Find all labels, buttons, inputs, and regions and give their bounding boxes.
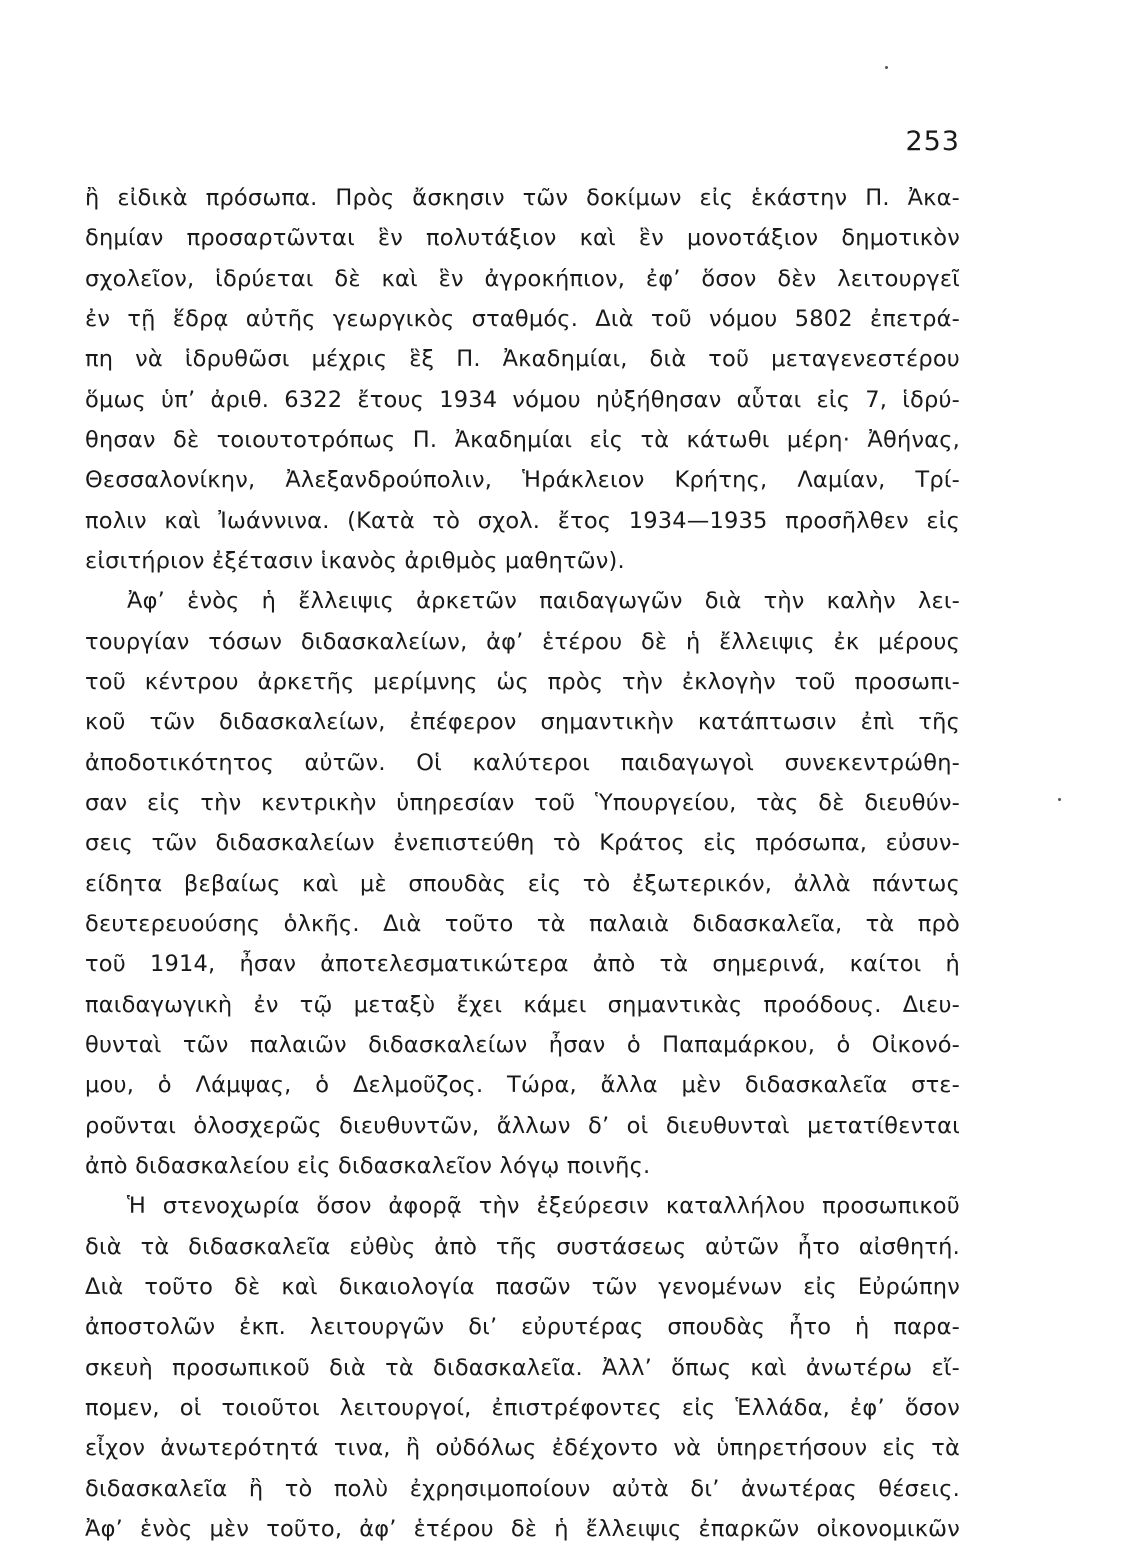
text-line: εἰσιτήριον ἐξέτασιν ἱκανὸς ἀριθμὸς μαθητῶν). [85, 547, 625, 574]
text-line: μου, ὁ Λάμψας, ὁ Δελμοῦζος. Τώρα, ἄλλα μὲν διδασκαλεῖα στε- [85, 1072, 960, 1099]
text-line: ὅμως ὑπ’ ἀριθ. 6322 ἔτους 1934 νόμου ηὐξήθησαν αὗται εἰς 7, ἱδρύ- [85, 386, 960, 413]
text-line: εἶχον ἀνωτερότητά τινα, ἢ οὐδόλως ἐδέχοντο νὰ ὑπηρετήσουν εἰς τὰ [85, 1435, 960, 1462]
scan-speck [885, 66, 888, 69]
text-line: είδητα βεβαίως καὶ μὲ σπουδὰς εἰς τὸ ἐξωτερικόν, ἀλλὰ πάντως [85, 870, 960, 897]
text-line: σεις τῶν διδασκαλείων ἐνεπιστεύθη τὸ Κράτος εἰς πρόσωπα, εὐσυν- [85, 830, 960, 857]
text-line: διδασκαλεῖα ἢ τὸ πολὺ ἐχρησιμοποίουν αὐτὰ δι’ ἀνωτέρας θέσεις. [85, 1475, 960, 1502]
text-line: σχολεῖον, ἱδρύεται δὲ καὶ ἓν ἀγροκήπιον, ἐφ’ ὅσον δὲν λειτουργεῖ [85, 265, 960, 292]
text-line: ἐν τῇ ἕδρᾳ αὐτῆς γεωργικὸς σταθμός. Διὰ τοῦ νόμου 5802 ἐπετρά- [85, 305, 960, 332]
text-line: πομεν, οἱ τοιοῦτοι λειτουργοί, ἐπιστρέφοντες εἰς Ἑλλάδα, ἐφ’ ὅσον [85, 1394, 960, 1421]
text-line: τοῦ 1914, ἦσαν ἀποτελεσματικώτερα ἀπὸ τὰ σημερινά, καίτοι ἡ [85, 951, 960, 978]
text-line: θησαν δὲ τοιουτοτρόπως Π. Ἀκαδημίαι εἰς τὰ κάτωθι μέρη· Ἀθήνας, [85, 426, 960, 453]
text-line: θυνταὶ τῶν παλαιῶν διδασκαλείων ἦσαν ὁ Παπαμάρκου, ὁ Οἰκονό- [85, 1031, 960, 1058]
text-line: τουργίαν τόσων διδασκαλείων, ἀφ’ ἑτέρου δὲ ἡ ἔλλειψις ἐκ μέρους [85, 628, 960, 655]
text-line: Ἀφ’ ἑνὸς ἡ ἔλλειψις ἀρκετῶν παιδαγωγῶν διὰ τὴν καλὴν λει- [127, 588, 960, 615]
text-line: τοῦ κέντρου ἀρκετῆς μερίμνης ὡς πρὸς τὴν ἐκλογὴν τοῦ προσωπι- [85, 668, 960, 695]
text-line: Ἀφ’ ἑνὸς μὲν τοῦτο, ἀφ’ ἑτέρου δὲ ἡ ἔλλειψις ἐπαρκῶν οἰκονομικῶν [85, 1515, 960, 1542]
text-line: σαν εἰς τὴν κεντρικὴν ὑπηρεσίαν τοῦ Ὑπουργείου, τὰς δὲ διευθύν- [85, 789, 960, 816]
text-line: ἢ εἰδικὰ πρόσωπα. Πρὸς ἄσκησιν τῶν δοκίμων εἰς ἑκάστην Π. Ἀκα- [85, 185, 960, 211]
text-line: Ἡ στενοχωρία ὅσον ἀφορᾷ τὴν ἐξεύρεσιν καταλλήλου προσωπικοῦ [127, 1193, 960, 1220]
text-line: πολιν καὶ Ἰωάννινα. (Κατὰ τὸ σχολ. ἔτος 1934—1935 προσῆλθεν εἰς [85, 507, 960, 534]
text-line: ἀπὸ διδασκαλείου εἰς διδασκαλεῖον λόγῳ ποινῆς. [85, 1152, 651, 1179]
text-line: σκευὴ προσωπικοῦ διὰ τὰ διδασκαλεῖα. Ἀλλ’ ὅπως καὶ ἀνωτέρω εἴ- [85, 1354, 960, 1381]
scan-speck [1058, 798, 1061, 801]
text-line: Θεσσαλονίκην, Ἀλεξανδρούπολιν, Ἡράκλειον Κρήτης, Λαμίαν, Τρί- [85, 467, 960, 494]
text-line: δημίαν προσαρτῶνται ἓν πολυτάξιον καὶ ἓν μονοτάξιον δημοτικὸν [85, 225, 960, 252]
text-line: παιδαγωγικὴ ἐν τῷ μεταξὺ ἔχει κάμει σημαντικὰς προόδους. Διευ- [85, 991, 960, 1018]
page-number: 253 [905, 126, 960, 157]
body-text [85, 178, 960, 1549]
text-line: ροῦνται ὁλοσχερῶς διευθυντῶν, ἄλλων δ’ οἱ διευθυνταὶ μετατίθενται [85, 1112, 960, 1139]
text-line: ἀποδοτικότητος αὐτῶν. Οἱ καλύτεροι παιδαγωγοὶ συνεκεντρώθη- [85, 749, 960, 776]
text-line: δευτερευούσης ὁλκῆς. Διὰ τοῦτο τὰ παλαιὰ διδασκαλεῖα, τὰ πρὸ [85, 910, 960, 937]
text-line: ἀποστολῶν ἐκπ. λειτουργῶν δι’ εὐρυτέρας σπουδὰς ἦτο ἡ παρα- [85, 1314, 960, 1341]
text-line: Διὰ τοῦτο δὲ καὶ δικαιολογία πασῶν τῶν γενομένων εἰς Εὐρώπην [85, 1273, 960, 1300]
text-line: πη νὰ ἱδρυθῶσι μέχρις ἓξ Π. Ἀκαδημίαι, διὰ τοῦ μεταγενεστέρου [85, 346, 960, 373]
text-line: διὰ τὰ διδασκαλεῖα εὐθὺς ἀπὸ τῆς συστάσεως αὐτῶν ἦτο αἰσθητή. [85, 1233, 960, 1260]
text-line: κοῦ τῶν διδασκαλείων, ἐπέφερον σημαντικὴν κατάπτωσιν ἐπὶ τῆς [85, 709, 960, 736]
